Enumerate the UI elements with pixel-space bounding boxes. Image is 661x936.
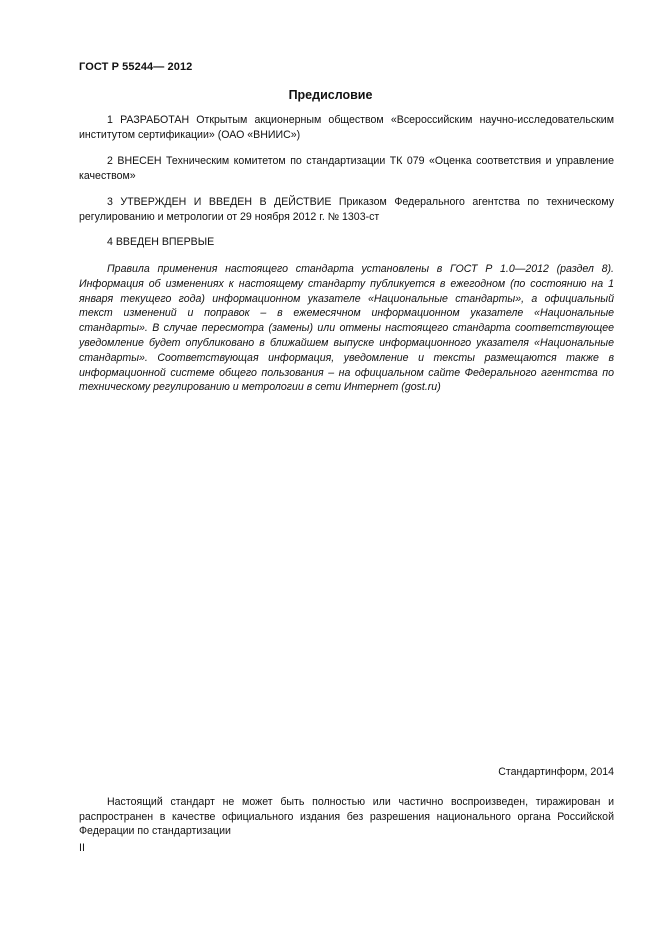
paragraph-introduced: 2 ВНЕСЕН Техническим комитетом по стандартизации ТК 079 «Оценка соответствия и управление качеством»: [79, 155, 614, 182]
paragraph-developed: 1 РАЗРАБОТАН Открытым акционерным обществом «Всероссийским научно-исследовательским институтом сертификации» (ОАО «ВНИИС»): [79, 114, 614, 141]
page-number: II: [79, 842, 85, 854]
copyright-notice: Настоящий стандарт не может быть полностью или частично воспроизведен, тиражирован и распространен в качестве официального издания без разрешения национального органа Российской Федерации по стандартизации: [79, 796, 614, 838]
paragraph-approved: 3 УТВЕРЖДЕН И ВВЕДЕН В ДЕЙСТВИЕ Приказом Федерального агентства по техническому регулированию и метрологии от 29 ноября 2012 г. № 1303-ст: [79, 196, 614, 223]
application-rules-notice: Правила применения настоящего стандарта установлены в ГОСТ Р 1.0—2012 (раздел 8). Информация об изменениях к настоящему стандарту публикуется в ежегодном (по состоянию на 1 января текущего года) информационном указателе «Национальные стандарты», а официальный текст изменений и поправок – в ежемесячном информационном указателе «Национальные стандарты». В случае пересмотра (замены) или отмены настоящего стандарта соответствующее уведомление будет опубликовано в ближайшем выпуске информационного указателя «Национальные стандарты». Соответствующая информация, уведомление и тексты размещаются также в информационной системе общего пользования – на официальном сайте Федерального агентства по техническому регулированию и метрологии в сети Интернет (gost.ru): [79, 263, 614, 394]
paragraph-first-introduced: 4 ВВЕДЕН ВПЕРВЫЕ: [107, 236, 215, 248]
standard-header: ГОСТ Р 55244— 2012: [79, 61, 193, 73]
publisher-line: Стандартинформ, 2014: [498, 766, 614, 778]
foreword-title: Предисловие: [288, 88, 373, 102]
